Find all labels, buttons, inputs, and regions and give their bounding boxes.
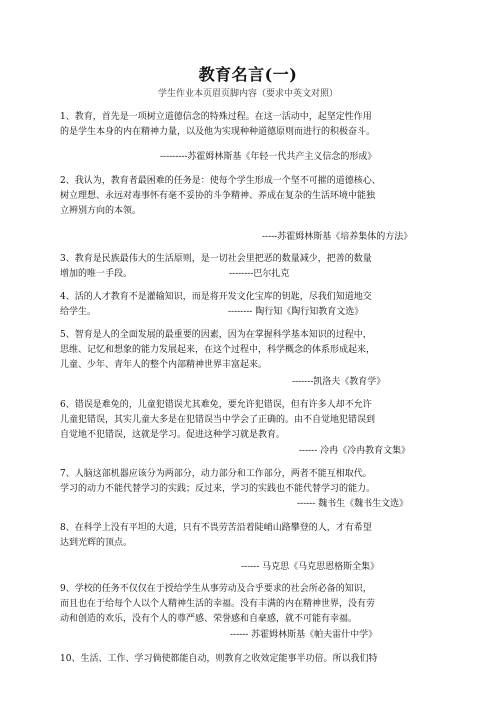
quote-line: 6、错误是难免的，儿童犯错误尤其难免，要允许犯错误，但有许多人却不允许 [60, 400, 372, 410]
quote-10 [60, 652, 440, 667]
quote-line: 自觉地不犯错误，这就是学习。促进这种学习就是教育。 [60, 430, 286, 440]
quote-line: 9、学校的任务不仅仅在于授给学生从事劳动及合乎要求的社会所必备的知识， [60, 584, 372, 594]
page-title: 教育名言(一) [198, 65, 298, 84]
quote-2 [60, 174, 440, 219]
quote-source: ------ 马克思《马克思恩格斯全集》 [241, 562, 380, 572]
quote-source: ------ 冷冉《冷冉教育文集》 [299, 446, 411, 456]
quote-line: 动和创造的欢乐，没有个人的尊严感、荣誉感和自豪感，就不可能有幸福。 [60, 614, 358, 624]
quote-source: -------凯洛夫《教育学》 [292, 377, 386, 387]
quote-line: 2、我认为，教育者最困难的任务是：使每个学生形成一个坚不可摧的道德核心、 [60, 176, 381, 186]
quote-line: 8、在科学上没有平坦的大道，只有不畏劳苦沿着陡峭山路攀登的人，才有希望 [60, 523, 372, 533]
quote-source: ---------苏霍姆林斯基《年轻一代共产主义信念的形成》 [160, 152, 377, 162]
quote-line: 达到光辉的顶点。 [60, 538, 133, 548]
quote-1 [60, 110, 440, 140]
quote-9 [60, 582, 440, 627]
quote-line: 学习的动力不能代替学习的实践；反过来，学习的实践也不能代替学习的能力。 [60, 484, 376, 494]
quote-line: 立辨别方向的本领。 [60, 206, 142, 216]
quote-source: -----苏霍姆林斯基《培养集体的方法》 [262, 232, 413, 242]
quote-6 [60, 398, 440, 443]
quote-line: 10、生活、工作、学习倘使都能自动，则教育之收效定能事半功倍。所以我们特 [60, 654, 378, 664]
quote-source: -------- 陶行知《陶行知教育文选》 [228, 307, 364, 317]
quote-5 [60, 328, 440, 373]
quote-line: 的是学生本身的内在精神力量，以及他为实现种种道德原则而进行的积极奋斗。 [60, 127, 376, 137]
quote-line: 儿童、少年、青年人的整个内部精神世界丰富起来。 [60, 360, 268, 370]
quote-line: 3、教育是民族最伟大的生活原则，是一切社会里把恶的数量减少，把善的数量 [60, 254, 372, 264]
quote-line: 思维、记忆和想象的能力发展起来，在这个过程中，科学概念的体系形成起来， [60, 345, 376, 355]
quote-line: 1、教育，首先是一项树立道德信念的特殊过程。在这一活动中，起坚定性作用 [60, 112, 372, 122]
quote-line: 增加的唯一手段。 [60, 269, 133, 279]
quote-source: ------ 魏书生《魏书生文选》 [297, 499, 409, 509]
quote-line: 5、智育是人的全面发展的最重要的因素，因为在掌握科学基本知识的过程中， [60, 330, 372, 340]
quote-line: 给学生。 [60, 307, 97, 317]
quote-line: 树立理想、永远对毒事怀有毫不妥协的斗争精神、养成在复杂的生活环境中能独 [60, 191, 376, 201]
quote-7 [60, 467, 440, 497]
quote-line: 4、活的人才教育不是灌输知识，而是将开发文化宝库的钥匙，尽我们知道地交 [60, 292, 372, 302]
quote-source: --------巴尔扎克 [229, 269, 290, 279]
quote-source: ------ 苏霍姆林斯基《帕夫雷什中学》 [230, 630, 378, 640]
quote-line: 儿童犯错误，其实儿童大多是在犯错误当中学会了正确的。由不自觉地犯错误到 [60, 415, 376, 425]
quote-8 [60, 521, 440, 551]
quote-line: 7、人脑这部机器应该分为两部分，动力部分和工作部分，两者不能互相取代。 [60, 469, 372, 479]
page-subtitle: 学生作业本页眉页脚内容（要求中英文对照） [157, 89, 338, 99]
quote-line: 而且也在于给每个人以个人精神生活的幸福。没有丰满的内在精神世界，没有劳 [60, 599, 376, 609]
